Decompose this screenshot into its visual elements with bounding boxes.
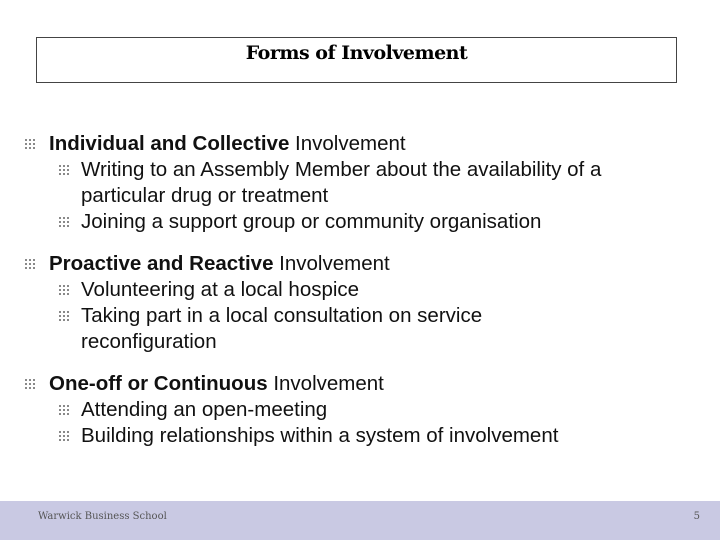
- sub-item: [24, 397, 704, 423]
- dotted-bullet-icon: [58, 310, 70, 322]
- sub-item-text: Attending an open-meeting: [81, 398, 328, 421]
- sub-item: [24, 277, 704, 303]
- slide-content: [24, 131, 704, 465]
- dotted-bullet-icon: [58, 404, 70, 416]
- dotted-bullet-icon: [58, 216, 70, 228]
- heading-bold: Individual and Collective: [49, 132, 290, 155]
- dotted-bullet-icon: [58, 430, 70, 442]
- sub-item-text: Volunteering at a local hospice: [81, 278, 360, 301]
- heading-oneoff-continuous: [24, 371, 704, 397]
- dotted-bullet-icon: [24, 378, 36, 390]
- heading-proactive-reactive: [24, 251, 704, 277]
- heading-bold: One-off or Continuous: [49, 372, 268, 395]
- sub-item-text: Joining a support group or community organisation: [81, 210, 542, 233]
- group-oneoff-continuous: [24, 371, 704, 449]
- sub-item: [24, 303, 704, 329]
- footer-bar: [0, 501, 720, 540]
- sub-item-text: Taking part in a local consultation on service: [81, 304, 483, 327]
- dotted-bullet-icon: [24, 258, 36, 270]
- sub-item: [24, 157, 704, 183]
- sub-item-text: particular drug or treatment: [81, 184, 329, 207]
- sub-item-text: reconfiguration: [81, 330, 217, 353]
- dotted-bullet-icon: [58, 284, 70, 296]
- dotted-bullet-icon: [24, 138, 36, 150]
- page-number: 5: [693, 511, 700, 522]
- heading-rest: Involvement: [273, 252, 390, 275]
- group-individual-collective: [24, 131, 704, 235]
- sub-item-text: Building relationships within a system of involvement: [81, 424, 559, 447]
- sub-item-continuation: [24, 183, 704, 209]
- heading-bold: Proactive and Reactive: [49, 252, 274, 275]
- heading-individual-collective: [24, 131, 704, 157]
- footer-school-name: Warwick Business School: [38, 511, 167, 522]
- dotted-bullet-icon: [58, 164, 70, 176]
- sub-item: [24, 423, 704, 449]
- heading-rest: Involvement: [289, 132, 406, 155]
- group-proactive-reactive: [24, 251, 704, 355]
- slide-title: Forms of Involvement: [245, 42, 468, 64]
- sub-item: [24, 209, 704, 235]
- title-box: [36, 37, 677, 83]
- heading-rest: Involvement: [267, 372, 384, 395]
- sub-item-text: Writing to an Assembly Member about the availability of a: [81, 158, 602, 181]
- sub-item-continuation: [24, 329, 704, 355]
